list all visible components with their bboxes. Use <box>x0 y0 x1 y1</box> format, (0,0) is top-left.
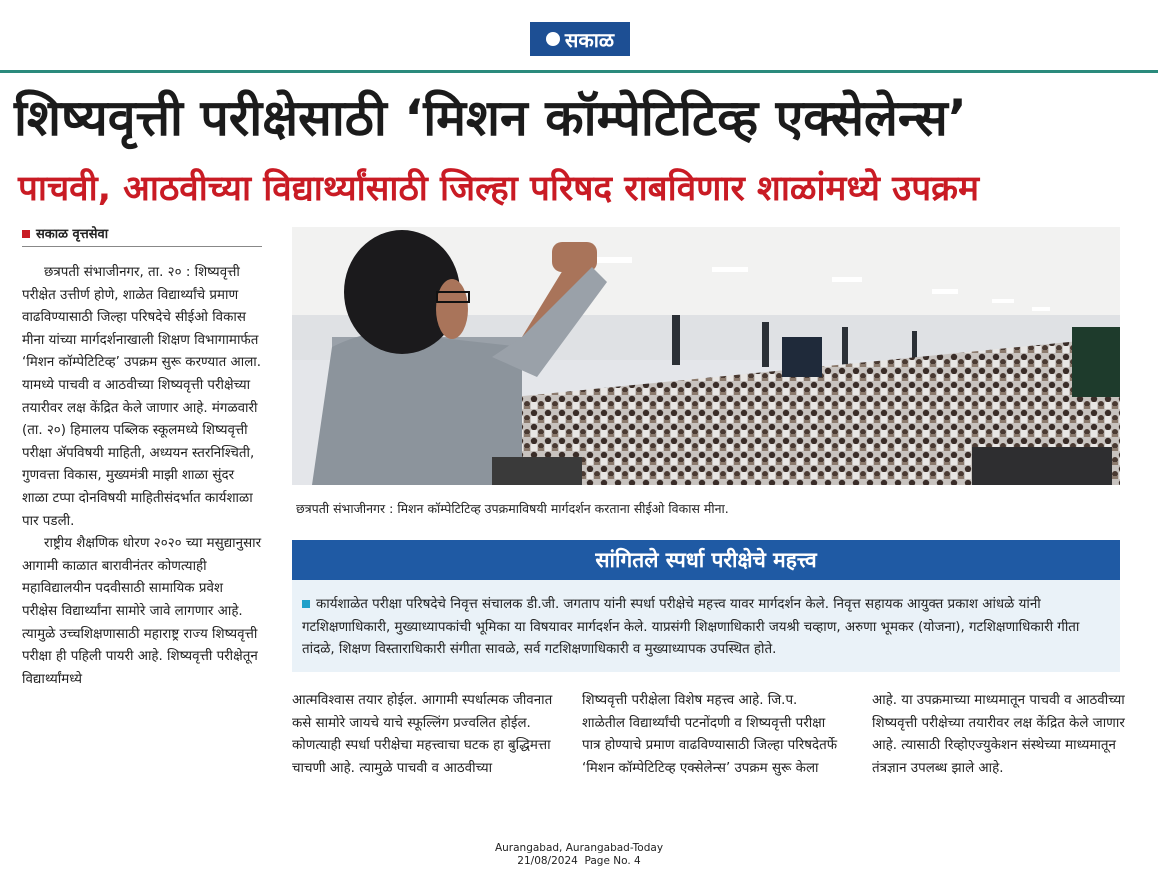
column-c: शिष्यवृत्ती परीक्षेला विशेष महत्त्व आहे. जि.प. शाळेतील विद्यार्थ्यांची पटनोंदणी व शिष्यवृत्ती परीक्षा पात्र होण्याचे प्रमाण वाढविण्यासाठी जिल्हा परिषदेतर्फे ‘मिशन कॉम्पेटिटिव्ह एक्सेलेन्स’ उपक्रम सुरू केला <box>582 693 838 776</box>
left-column <box>22 262 262 812</box>
masthead <box>0 0 1158 72</box>
news-photo <box>292 227 1120 485</box>
section-title: सांगितले स्पर्धा परीक्षेचे महत्त्व <box>292 540 1120 580</box>
logo-text: सकाळ <box>564 27 615 52</box>
left-para-2: राष्ट्रीय शैक्षणिक धोरण २०२० च्या मसुद्यानुसार आगामी काळात बारावीनंतर कोणत्याही महाविद्यालयीन पदवीसाठी सामायिक प्रवेश परीक्षेस विद्यार्थ्यांना सामोरे जावे लागणार आहे. त्यामुळे उच्चशिक्षणासाठी महाराष्ट्र राज्य शिष्यवृत्ती परीक्षा ही पहिली पायरी आहे. शिष्यवृत्ती परीक्षेतून विद्यार्थ्यांमध्ये <box>22 536 262 687</box>
headline: शिष्यवृत्ती परीक्षेसाठी ‘मिशन कॉम्पेटिटिव्ह एक्सेलेन्स’ <box>14 89 967 147</box>
newspaper-logo <box>530 22 630 56</box>
auditorium-photo <box>292 227 1120 485</box>
section-bullet-icon <box>302 600 310 608</box>
photo-caption: छत्रपती संभाजीनगर : मिशन कॉम्पेटिटिव्ह उपक्रमाविषयी मार्गदर्शन करताना सीईओ विकास मीना. <box>296 501 729 516</box>
byline-text: सकाळ वृत्तसेवा <box>36 227 109 242</box>
section-body-text: कार्यशाळेत परीक्षा परिषदेचे निवृत्त संचालक डी.जी. जगताप यांनी स्पर्धा परीक्षेचे महत्त्व यावर मार्गदर्शन केले. निवृत्त सहायक आयुक्त प्रकाश आंधळे यांनी गटशिक्षणाधिकारी, मुख्याध्यापकांची भूमिका या विषयावर मार्गदर्शन केले. याप्रसंगी शिक्षणाधिकारी जयश्री चव्हाण, अरुणा भूमकर (योजना), गटशिक्षणाधिकारी गीता तांदळे, शिक्षण विस्ताराधिकारी संगीता सावळे, सर्व गटशिक्षणाधिकारी व मुख्याध्यापक उपस्थित होते. <box>302 597 1080 657</box>
column-d: आहे. या उपक्रमाच्या माध्यमातून पाचवी व आठवीच्या शिष्यवृत्ती परीक्षेच्या तयारीवर लक्ष केंद्रित केले जाणार आहे. त्यासाठी रिव्होएज्युकेशन संस्थेच्या माध्यमातून तंत्रज्ञान उपलब्ध झाले आहे. <box>872 693 1125 776</box>
subheadline: पाचवी, आठवीच्या विद्यार्थ्यांसाठी जिल्हा परिषद राबविणार शाळांमध्ये उपक्रम <box>18 169 979 209</box>
byline <box>22 224 262 247</box>
page-footer <box>0 842 1158 868</box>
masthead-rule <box>0 70 1158 73</box>
byline-bullet-icon <box>22 230 30 238</box>
left-para-1: छत्रपती संभाजीनगर, ता. २० : शिष्यवृत्ती परीक्षेत उत्तीर्ण होणे, शाळेत विद्यार्थ्यांचे प्रमाण वाढविण्यासाठी जिल्हा परिषदेचे सीईओ विकास मीना यांच्या मार्गदर्शनाखाली शिक्षण विभागामार्फत ‘मिशन कॉम्पेटिटिव्ह’ उपक्रम सुरू करण्यात आला. यामध्ये पाचवी व आठवीच्या शिष्यवृत्ती परीक्षेच्या तयारीवर लक्ष केंद्रित केले जाणार आहे. मंगळवारी (ता. २०) हिमालय पब्लिक स्कूलमध्ये शिष्यवृत्ती परीक्षा ॲपविषयी माहिती, अध्ययन स्तरनिश्चिती, गुणवत्ता विकास, मुख्यमंत्री माझी शाळा सुंदर शाळा टप्पा दोनविषयी माहितीसंदर्भात कार्यशाळा पार पडली. <box>22 265 262 529</box>
footer-date-page: 21/08/2024 Page No. 4 <box>517 855 641 867</box>
footer-edition: Aurangabad, Aurangabad-Today <box>494 842 664 854</box>
logo-emblem-icon <box>546 32 560 46</box>
section-body <box>292 580 1120 672</box>
column-b: आत्मविश्वास तयार होईल. आगामी स्पर्धात्मक जीवनात कसे सामोरे जायचे याचे स्फूल्लिंग प्रज्वलित होईल. कोणत्याही स्पर्धा परीक्षेचा महत्त्वाचा घटक हा बुद्धिमत्ता चाचणी आहे. त्यामुळे पाचवी व आठवीच्या <box>292 693 553 776</box>
